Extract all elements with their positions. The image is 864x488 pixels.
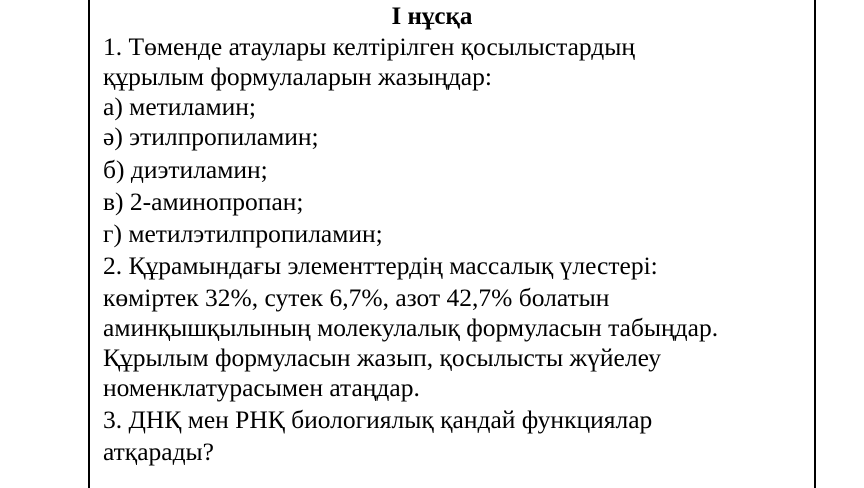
text-line: 1. Төменде атаулары келтірілген қосылыстардың (103, 32, 636, 61)
text-line: ә) этилпропиламин; (103, 122, 319, 151)
text-line: 2. Құрамындағы элементтердің массалық үлестері: (103, 251, 658, 280)
text-line: 3. ДНҚ мен РНҚ биологиялық қандай функциялар (103, 405, 653, 434)
text-line: г) метилэтилпропиламин; (103, 219, 383, 248)
text-line: Құрылым формуласын жазып, қосылысты жүйелеу (103, 343, 662, 372)
text-line: а) метиламин; (103, 92, 256, 121)
text-line: құрылым формулаларын жазыңдар: (103, 62, 492, 91)
text-line: б) диэтиламин; (103, 155, 268, 184)
text-line: атқарады? (103, 437, 215, 466)
text-line: в) 2-аминопропан; (103, 187, 304, 216)
document-title: I нұсқа (391, 3, 473, 30)
text-line: номенклатурасымен атаңдар. (103, 373, 420, 402)
text-line: аминқышқылының молекулалық формуласын табыңдар. (103, 313, 719, 342)
text-line: көміртек 32%, сутек 6,7%, азот 42,7% болатын (103, 283, 610, 312)
